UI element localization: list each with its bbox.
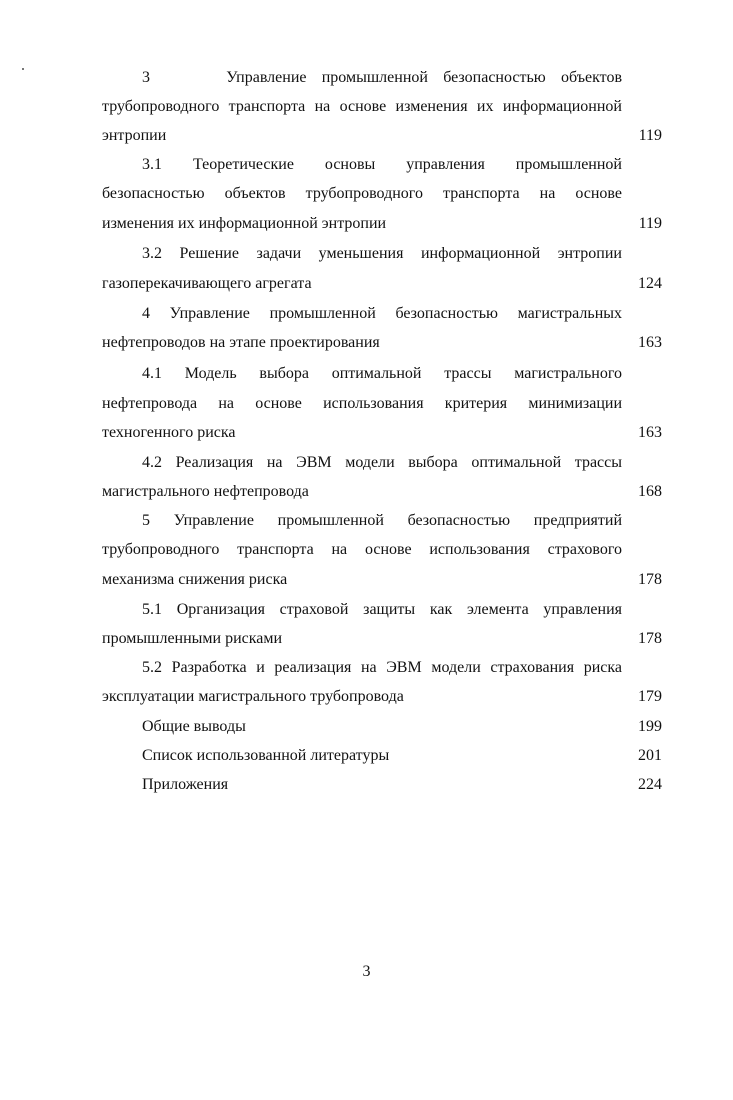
toc-entry-line: магистрального нефтепровода <box>102 483 309 500</box>
toc-entry-appendices: Приложения <box>142 776 229 793</box>
toc-page-number: 119 <box>638 215 662 232</box>
toc-entry-references: Список использованной литературы <box>142 747 390 764</box>
toc-page-number: 178 <box>638 571 662 588</box>
toc-entry-line: нефтепроводов на этапе проектирования <box>102 334 380 351</box>
toc-entry-line: газоперекачивающего агрегата <box>102 275 312 292</box>
toc-page-number: 163 <box>638 424 662 441</box>
toc-entry-line: безопасностью объектов трубопроводного транспорта на основе <box>102 185 622 202</box>
toc-entry-line: 3 Управление промышленной безопасностью объектов <box>142 69 622 86</box>
toc-entry-line: трубопроводного транспорта на основе изменения их информационной <box>102 98 622 115</box>
toc-entry-line: энтропии <box>102 127 167 144</box>
toc-entry-line: изменения их информационной энтропии <box>102 215 387 232</box>
toc-page-number: 168 <box>638 483 662 500</box>
toc-entry-line: 3.2 Решение задачи уменьшения информационной энтропии <box>142 245 622 262</box>
toc-entry-line: 4 Управление промышленной безопасностью магистральных <box>142 305 622 322</box>
toc-page-number: 163 <box>638 334 662 351</box>
toc-entry-line: 5 Управление промышленной безопасностью предприятий <box>142 512 622 529</box>
toc-entry-line: эксплуатации магистрального трубопровода <box>102 688 404 705</box>
toc-entry-line: трубопроводного транспорта на основе использования страхового <box>102 541 622 558</box>
toc-entry-line: 5.2 Разработка и реализация на ЭВМ модели страхования риска <box>142 659 622 676</box>
toc-entry-line: техногенного риска <box>102 424 236 441</box>
toc-page-number: 119 <box>638 127 662 144</box>
toc-page-number: 201 <box>638 747 662 764</box>
toc-entry-line: промышленными рисками <box>102 630 283 647</box>
toc-entry-line: 5.1 Организация страховой защиты как элемента управления <box>142 601 622 618</box>
toc-page-number: 179 <box>638 688 662 705</box>
scan-speck <box>22 68 24 70</box>
toc-page-number: 199 <box>638 718 662 735</box>
toc-page-number: 124 <box>638 275 662 292</box>
toc-entry-line: 3.1 Теоретические основы управления промышленной <box>142 156 622 173</box>
toc-page-number: 224 <box>638 776 662 793</box>
page-footer-number: 3 <box>362 963 371 980</box>
toc-entry-line: 4.1 Модель выбора оптимальной трассы магистрального <box>142 365 622 382</box>
toc-entry-line: нефтепровода на основе использования критерия минимизации <box>102 395 622 412</box>
toc-entry-line: механизма снижения риска <box>102 571 288 588</box>
toc-entry-line: 4.2 Реализация на ЭВМ модели выбора оптимальной трассы <box>142 454 622 471</box>
toc-page-number: 178 <box>638 630 662 647</box>
toc-entry-conclusions: Общие выводы <box>142 718 246 735</box>
